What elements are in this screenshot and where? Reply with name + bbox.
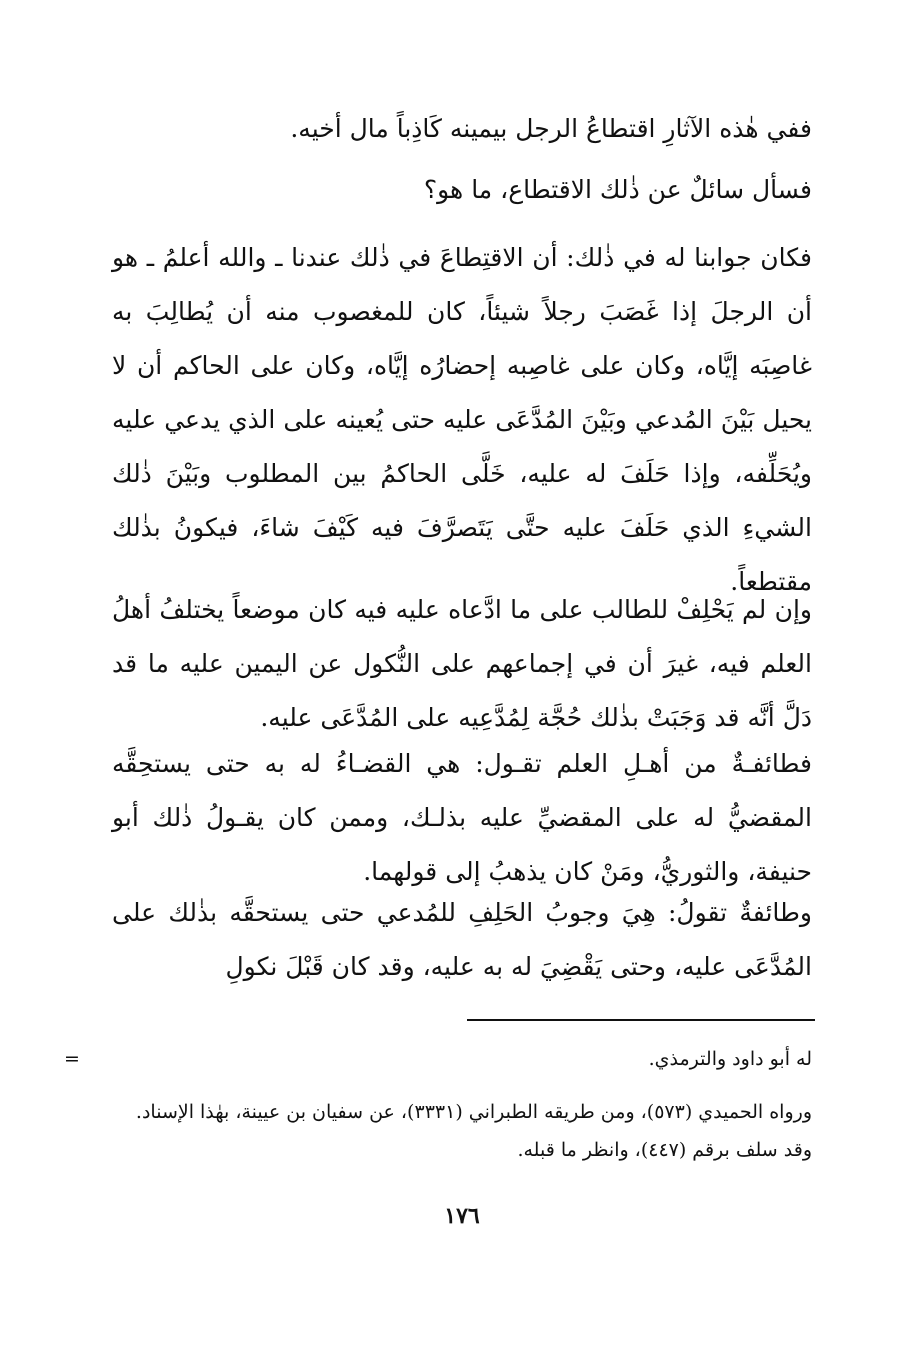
body-paragraph-4: وإن لم يَحْلِفْ للطالب على ما ادَّعاه عليه فيه كان موضعاً يختلفُ أهلُ العلم فيه، غيرَ أن في إجماعهم على النُّكول عن اليمين عليه ما قد دَلَّ أنَّه قد وَجَبَتْ بذٰلك حُجَّة لِمُدَّعِيه على المُدَّعَى عليه. [112, 595, 812, 732]
body-paragraph-1: ففي هٰذه الآثارِ اقتطاعُ الرجل بيمينه كَاذِباً مال أخيه. [290, 114, 812, 143]
footnote-divider [467, 1019, 815, 1021]
footnote-line-2: ورواه الحميدي (٥٧٣)، ومن طريقه الطبراني (٣٣٣١)، عن سفيان بن عيينة، بهٰذا الإسناد. وقد سلف برقم (٤٤٧)، وانظر ما قبله. [135, 1101, 812, 1161]
body-paragraph-2: فسأل سائلٌ عن ذٰلك الاقتطاع، ما هو؟ [423, 175, 812, 204]
body-paragraph-6: وطائفةٌ تقولُ: هِيَ وجوبُ الحَلِفِ للمُدعي حتى يستحقَّه بذٰلك على المُدَّعَى عليه، وحتى يَقْضِيَ له به عليه، وقد كان قَبْلَ نكولِ [112, 898, 812, 981]
body-paragraph-3: فكان جوابنا له في ذٰلك: أن الاقتِطاعَ في ذٰلك عندنا ـ والله أعلمُ ـ هو أن الرجلَ إذا غَصَبَ رجلاً شيئاً، كان للمغصوب منه أن يُطالِبَ به غاصِبَه إيَّاه، وكان على غاصِبه إحضارُه إيَّاه، وكان على الحاكم أن لا يحيل بَيْنَ المُدعي وبَيْنَ المُدَّعَى عليه حتى يُعينه على الذي يدعي عليه ويُحَلِّفه، وإذا حَلَفَ له عليه، خَلَّى الحاكمُ بين المطلوب وبَيْنَ ذٰلك الشيءِ الذي حَلَفَ عليه حتَّى يَتَصرَّفَ فيه كَيْفَ شاءَ، فيكونُ بذٰلك مقتطعاً. [112, 243, 812, 596]
footnote-continuation-marker: = [64, 1048, 80, 1070]
footnote-line-1: له أبو داود والترمذي. [648, 1048, 812, 1070]
body-paragraph-5: فطائفـةٌ من أهـلِ العلم تقـول: هي القضـاءُ له به حتى يستحِقَّه المقضيُّ له على المقضيِّ عليه بذلـك، وممن كان يقـولُ ذٰلك أبو حنيفة، والثوريُّ، ومَنْ كان يذهبُ إلى قولهما. [112, 749, 812, 886]
page-number: ١٧٦ [444, 1203, 480, 1229]
